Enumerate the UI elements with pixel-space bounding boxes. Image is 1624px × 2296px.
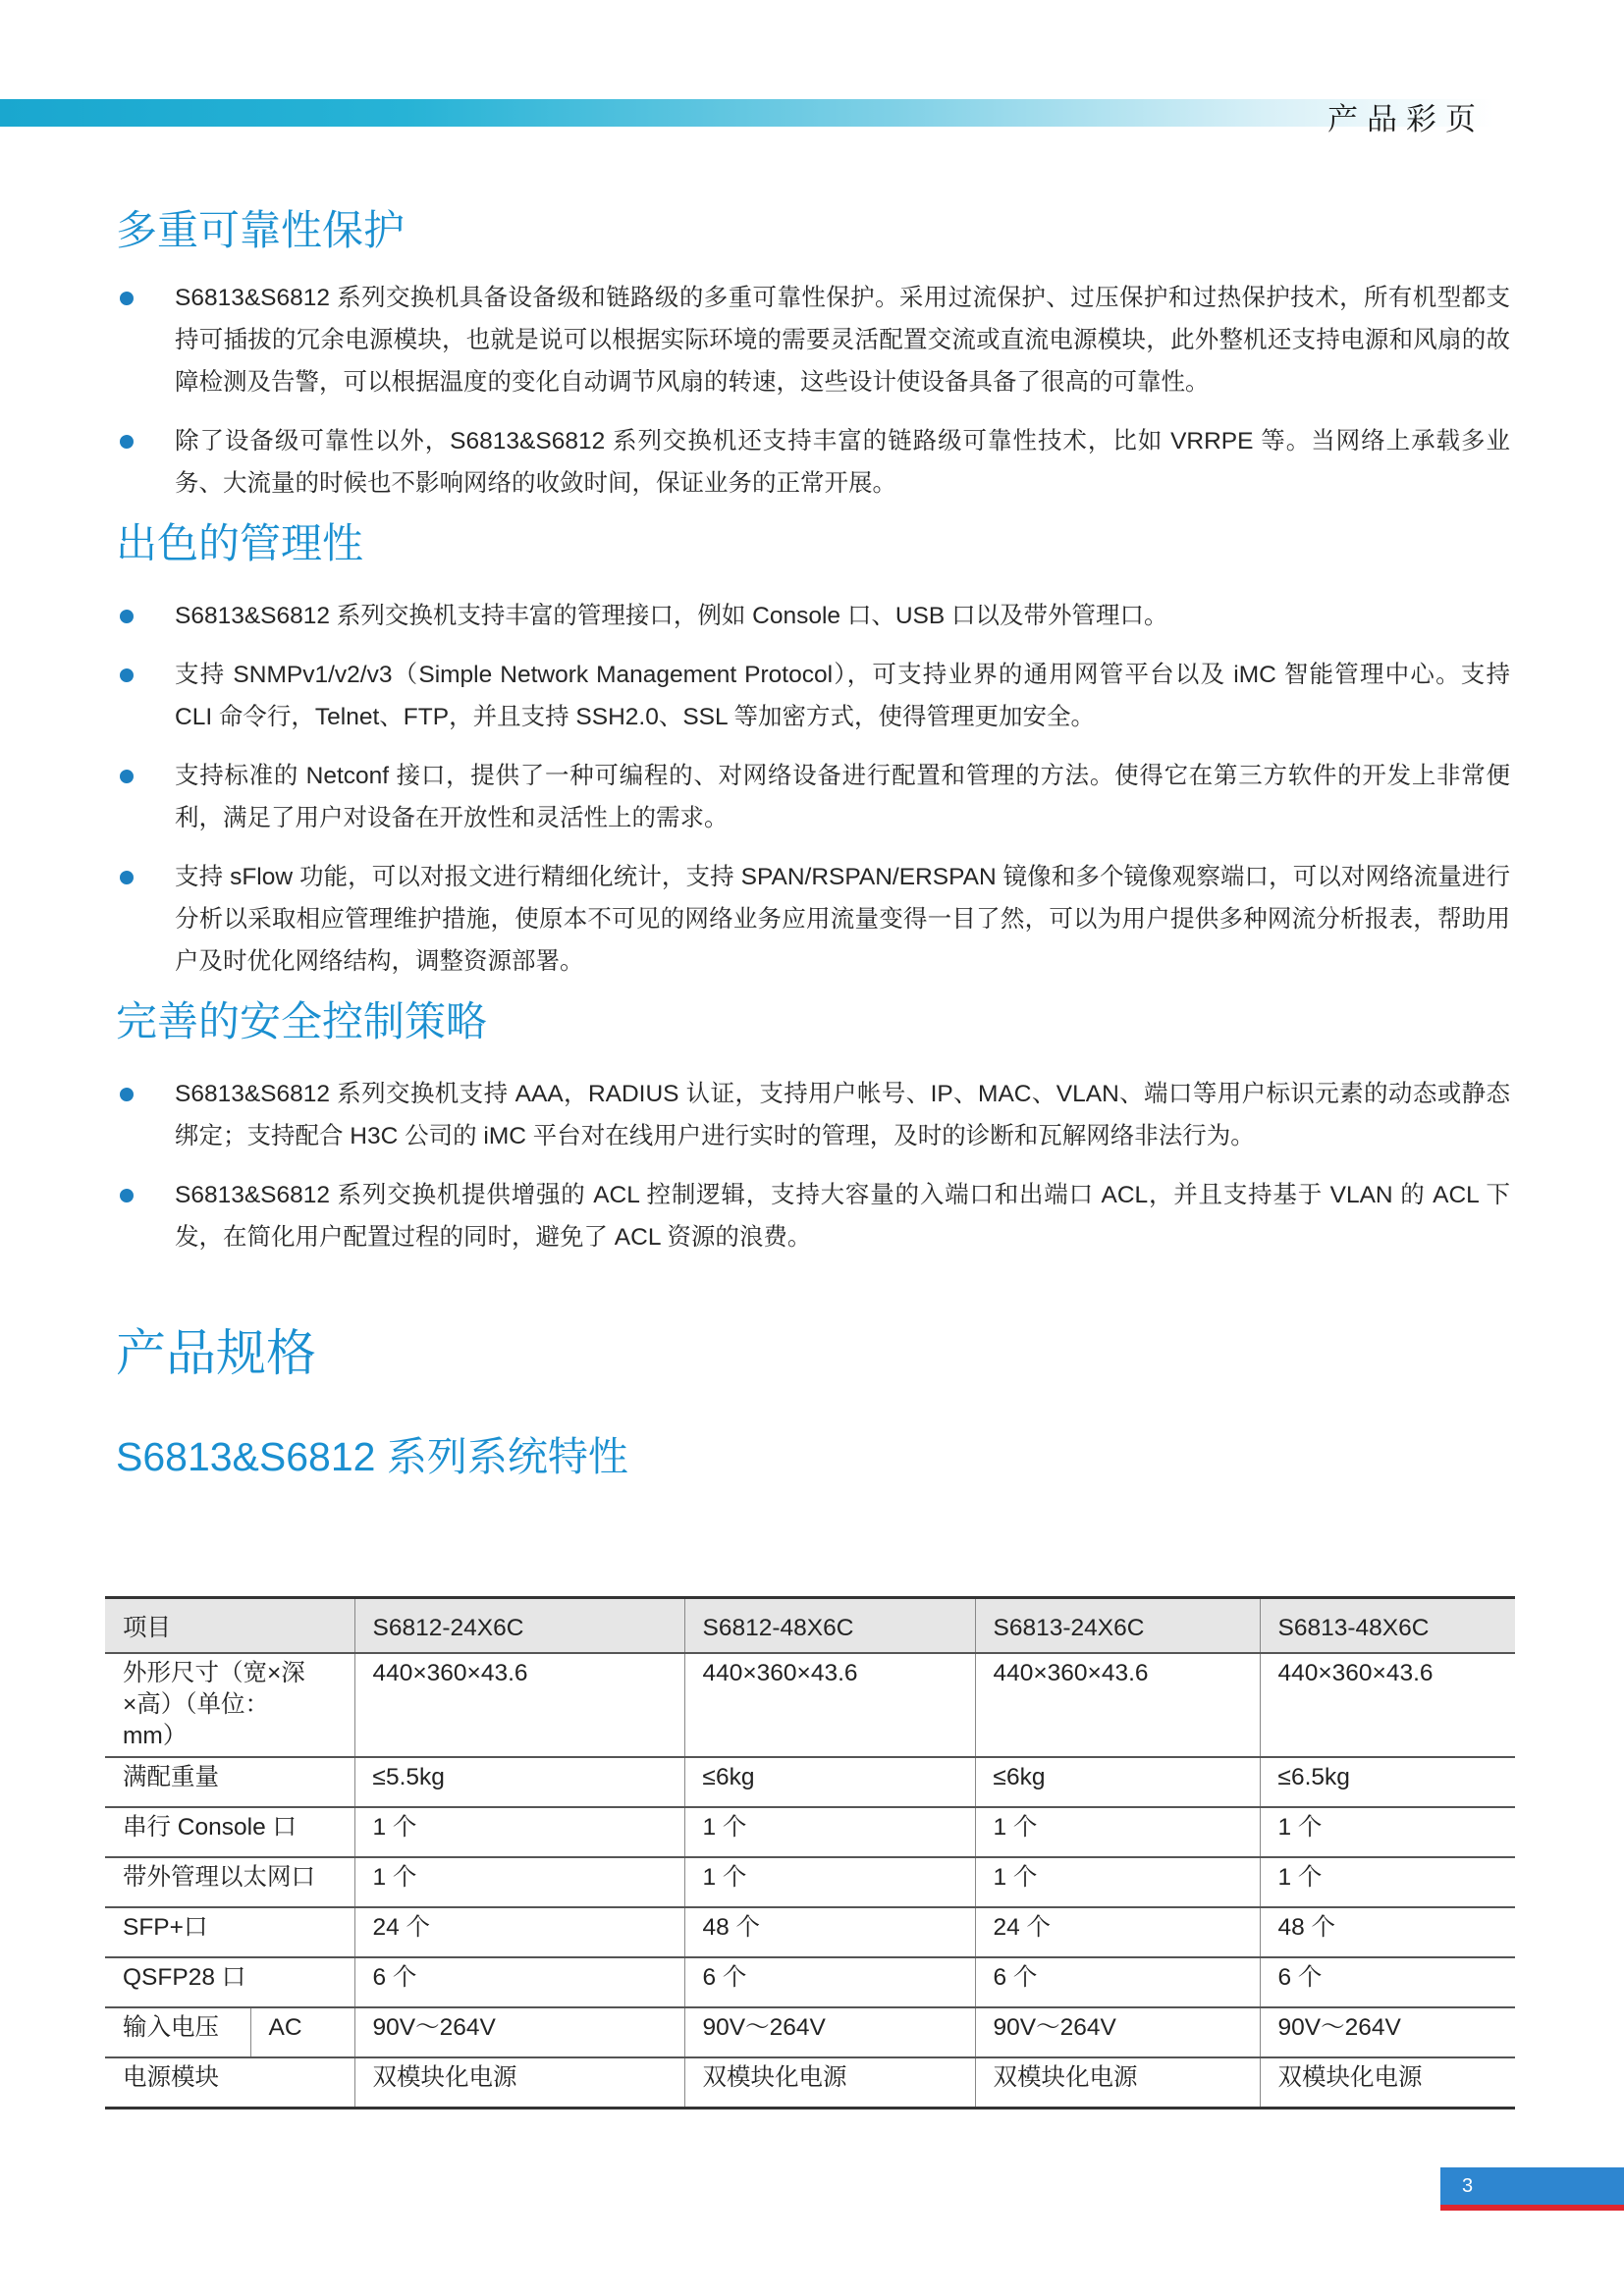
page-number-badge	[1440, 2167, 1624, 2205]
table-cell: 双模块化电源	[684, 2057, 975, 2109]
list-item	[116, 277, 1510, 403]
table-cell: 双模块化电源	[1260, 2057, 1515, 2109]
bullet-text: 支持 sFlow 功能，可以对报文进行精细化统计，支持 SPAN/RSPAN/ERSPAN 镜像和多个镜像观察端口，可以对网络流量进行分析以采取相应管理维护措施，使原本不可见的网络业务应用流量变得一目了然，可以为用户提供多种网流分析报表，帮助用户及时优化网络结构，调整资源部署。	[175, 864, 1510, 975]
page-number: 3	[1462, 2175, 1474, 2197]
table-cell: 6 个	[1260, 1957, 1515, 2007]
table-row	[105, 2057, 1515, 2109]
table-cell: 90V～264V	[975, 2007, 1260, 2057]
table-cell: 1 个	[975, 1857, 1260, 1907]
row-label: 带外管理以太网口	[105, 1857, 354, 1907]
list-item	[116, 420, 1510, 505]
row-label: QSFP28 口	[105, 1957, 354, 2007]
table-row	[105, 1653, 1515, 1757]
bullet-text: S6813&S6812 系列交换机具备设备级和链路级的多重可靠性保护。采用过流保护、过压保护和过热保护技术，所有机型都支持可插拔的冗余电源模块，也就是说可以根据实际环境的需要灵活配置交流或直流电源模块，此外整机还支持电源和风扇的故障检测及告警，可以根据温度的变化自动调节风扇的转速，这些设计使设备具备了很高的可靠性。	[175, 285, 1510, 396]
table-row	[105, 1757, 1515, 1807]
table-cell: 90V～264V	[684, 2007, 975, 2057]
spec-subtitle: S6813&S6812 系列系统特性	[116, 1434, 628, 1479]
header-cell: S6813-24X6C	[975, 1598, 1260, 1654]
header-cell: 项目	[105, 1598, 354, 1654]
row-label: SFP+口	[105, 1907, 354, 1957]
table-cell: 48 个	[1260, 1907, 1515, 1957]
section-title: 多重可靠性保护	[116, 207, 406, 253]
table-row	[105, 1957, 1515, 2007]
bullet-icon	[120, 1088, 134, 1101]
table-row	[105, 1857, 1515, 1907]
bullet-icon	[120, 292, 134, 305]
list-item	[116, 654, 1510, 738]
header-label: 产品彩页	[1327, 102, 1485, 136]
bullet-text: 除了设备级可靠性以外，S6813&S6812 系列交换机还支持丰富的链路级可靠性技术，比如 VRRPE 等。当网络上承载多业务、大流量的时候也不影响网络的收敛时间，保证业务的正常开展。	[175, 428, 1510, 497]
table-cell: 24 个	[975, 1907, 1260, 1957]
row-label: 满配重量	[105, 1757, 354, 1807]
row-label: 串行 Console 口	[105, 1807, 354, 1857]
list-item	[116, 1073, 1510, 1157]
table-cell: 1 个	[1260, 1807, 1515, 1857]
bullet-list	[116, 1073, 1510, 1258]
bullet-text: S6813&S6812 系列交换机提供增强的 ACL 控制逻辑，支持大容量的入端口和出端口 ACL，并且支持基于 VLAN 的 ACL 下发，在简化用户配置过程的同时，避免了 ACL 资源的浪费。	[175, 1182, 1510, 1251]
header-cell: S6812-24X6C	[354, 1598, 684, 1654]
table-cell: 6 个	[354, 1957, 684, 2007]
table-row	[105, 2007, 1515, 2057]
table-cell: 6 个	[684, 1957, 975, 2007]
section-security	[116, 992, 1510, 1258]
table-cell: 1 个	[354, 1857, 684, 1907]
list-item	[116, 1174, 1510, 1258]
row-sublabel: AC	[250, 2007, 354, 2057]
table-cell: 440×360×43.6	[1260, 1653, 1515, 1757]
table-cell: 1 个	[684, 1807, 975, 1857]
spec-table	[105, 1596, 1515, 2109]
bullet-icon	[120, 668, 134, 682]
bullet-text: 支持标准的 Netconf 接口，提供了一种可编程的、对网络设备进行配置和管理的方法。使得它在第三方软件的开发上非常便利，满足了用户对设备在开放性和灵活性上的需求。	[175, 763, 1510, 831]
list-item	[116, 595, 1510, 637]
header-cell: S6812-48X6C	[684, 1598, 975, 1654]
section-reliability	[116, 201, 1510, 505]
spec-title: 产品规格	[116, 1325, 317, 1381]
table-cell: 440×360×43.6	[975, 1653, 1260, 1757]
table-cell: 6 个	[975, 1957, 1260, 2007]
table-cell: 24 个	[354, 1907, 684, 1957]
table-cell: 90V～264V	[354, 2007, 684, 2057]
bullet-icon	[120, 871, 134, 884]
table-cell: 48 个	[684, 1907, 975, 1957]
header-cell: S6813-48X6C	[1260, 1598, 1515, 1654]
table-cell: ≤6kg	[684, 1757, 975, 1807]
bullet-text: S6813&S6812 系列交换机支持丰富的管理接口，例如 Console 口、USB 口以及带外管理口。	[175, 603, 1168, 629]
row-label: 外形尺寸（宽×深×高）（单位：mm）	[105, 1653, 354, 1757]
bullet-icon	[120, 435, 134, 449]
section-management	[116, 514, 1510, 983]
table-cell: 双模块化电源	[975, 2057, 1260, 2109]
table-row	[105, 1807, 1515, 1857]
list-item	[116, 856, 1510, 983]
table-row	[105, 1907, 1515, 1957]
bullet-text: S6813&S6812 系列交换机支持 AAA，RADIUS 认证，支持用户帐号、IP、MAC、VLAN、端口等用户标识元素的动态或静态绑定；支持配合 H3C 公司的 iMC 平台对在线用户进行实时的管理，及时的诊断和瓦解网络非法行为。	[175, 1081, 1510, 1149]
section-title: 出色的管理性	[116, 520, 364, 566]
main-content	[116, 201, 1510, 1486]
row-label: 电源模块	[105, 2057, 354, 2109]
table-header-row	[105, 1598, 1515, 1654]
row-label: 输入电压	[105, 2007, 250, 2057]
table-cell: 1 个	[354, 1807, 684, 1857]
table-cell: 双模块化电源	[354, 2057, 684, 2109]
table-cell: ≤6kg	[975, 1757, 1260, 1807]
bullet-list	[116, 277, 1510, 505]
table-cell: 1 个	[684, 1857, 975, 1907]
section-title: 完善的安全控制策略	[116, 998, 488, 1044]
table-cell: 1 个	[1260, 1857, 1515, 1907]
table-cell: 440×360×43.6	[684, 1653, 975, 1757]
table-cell: 1 个	[975, 1807, 1260, 1857]
table-cell: ≤6.5kg	[1260, 1757, 1515, 1807]
page-number-stripe	[1440, 2205, 1624, 2211]
bullet-icon	[120, 1189, 134, 1202]
table-cell: ≤5.5kg	[354, 1757, 684, 1807]
list-item	[116, 755, 1510, 839]
bullet-text: 支持 SNMPv1/v2/v3（Simple Network Management Protocol），可支持业界的通用网管平台以及 iMC 智能管理中心。支持 CLI 命令行，Telnet、FTP，并且支持 SSH2.0、SSL 等加密方式，使得管理更加安全。	[175, 662, 1510, 730]
bullet-icon	[120, 610, 134, 623]
table-cell: 90V～264V	[1260, 2007, 1515, 2057]
table-cell: 440×360×43.6	[354, 1653, 684, 1757]
bullet-list	[116, 595, 1510, 983]
bullet-icon	[120, 770, 134, 783]
